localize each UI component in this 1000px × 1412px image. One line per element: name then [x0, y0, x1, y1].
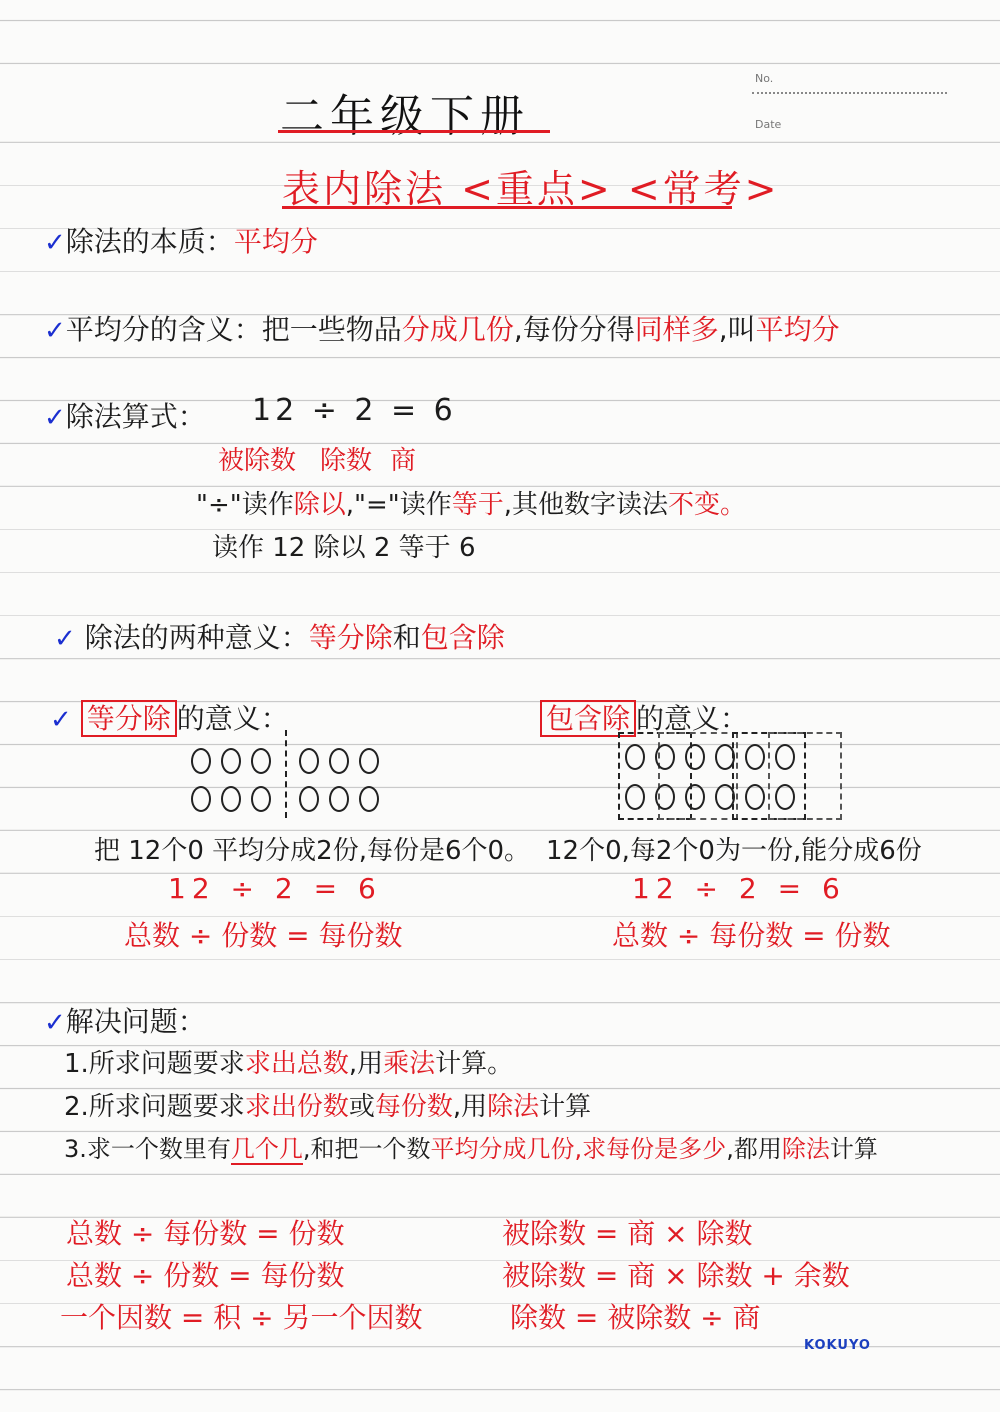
circle-icon — [685, 744, 705, 770]
meaning-label: 平均分的含义：把一些物品 — [65, 313, 402, 346]
problem-3-mid: ,和把一个数 — [302, 1135, 431, 1163]
circle-icon — [745, 744, 765, 770]
formula-left-1: 总数 ÷ 每份数 = 份数 — [66, 1217, 345, 1250]
formula-label: 除法算式： — [65, 400, 206, 433]
circle-icon — [329, 786, 349, 812]
problem-2-mid-2: ,用 — [452, 1092, 488, 1122]
formula-right-1: 被除数 = 商 × 除数 — [502, 1217, 753, 1250]
check-icon: ✓ — [50, 705, 72, 735]
problem-2-key-1: 求出份数 — [244, 1092, 349, 1122]
equal-circles-row-2b — [294, 786, 384, 816]
equal-circles-row-1b — [294, 748, 384, 778]
problem-3-key-1: 几个几 — [230, 1135, 303, 1163]
circle-icon — [221, 786, 241, 812]
page-title: 二年级下册 — [280, 91, 530, 142]
problem-3-mid-2: ,都用 — [726, 1135, 782, 1163]
read-a-key: 除以 — [293, 490, 346, 520]
subtitle-underline — [282, 206, 732, 209]
circle-icon — [221, 748, 241, 774]
circle-icon — [299, 786, 319, 812]
essence-value: 平均分 — [233, 225, 318, 258]
circle-icon — [625, 744, 645, 770]
circle-icon — [625, 784, 645, 810]
problem-1-mid: ,用 — [348, 1049, 384, 1079]
problem-3-key-2: 平均分成几份,求每份是多少 — [430, 1135, 727, 1163]
circle-icon — [251, 748, 271, 774]
circle-icon — [775, 744, 795, 770]
problem-item-3 — [64, 1129, 878, 1164]
date-label: Date — [755, 118, 782, 131]
problem-1-pre: 1.所求问题要求 — [64, 1049, 245, 1079]
problem-1-key-2: 乘法 — [383, 1049, 436, 1079]
formula-left-3: 一个因数 = 积 ÷ 另一个因数 — [60, 1301, 423, 1334]
problem-2-mid: 或 — [348, 1092, 375, 1122]
problem-2-key-3: 除法 — [487, 1092, 540, 1122]
problems-heading — [44, 1000, 206, 1040]
inclusion-division-heading — [540, 697, 748, 737]
problem-item-1 — [64, 1043, 513, 1080]
equal-division-heading — [50, 697, 289, 737]
read-c-key: 不变 — [667, 490, 720, 520]
inclusion-circles-row-2 — [620, 784, 800, 814]
equal-split-line — [285, 730, 287, 818]
no-label: No. — [755, 72, 774, 85]
circle-icon — [329, 748, 349, 774]
equal-division-box: 等分除 — [81, 700, 177, 737]
check-icon: ✓ — [54, 624, 76, 654]
equal-division-caption: 把 12个0 平均分成2份,每份是6个0。 — [94, 836, 531, 866]
formula-right-2: 被除数 = 商 × 除数 + 余数 — [502, 1259, 850, 1292]
inclusion-division-tail: 的意义： — [636, 702, 749, 735]
circle-icon — [299, 748, 319, 774]
read-c-end: 。 — [720, 490, 747, 520]
equal-circles-row-2 — [186, 786, 276, 816]
formula-left-2: 总数 ÷ 份数 = 每份数 — [66, 1259, 345, 1292]
circle-icon — [715, 784, 735, 810]
problem-2-post: 计算 — [539, 1092, 592, 1122]
check-icon: ✓ — [44, 316, 66, 346]
inclusion-circles-row-1 — [620, 744, 800, 774]
essence-label: 除法的本质： — [65, 225, 234, 258]
formula-part-quotient: 商 — [390, 446, 417, 476]
circle-icon — [715, 744, 735, 770]
read-c: ,其他数字读法 — [503, 490, 668, 520]
two-meanings-key-1: 等分除 — [308, 621, 393, 654]
two-meanings-label: 除法的两种意义： — [84, 621, 309, 654]
meaning-mid: ,每份分得 — [513, 313, 635, 346]
circle-icon — [655, 744, 675, 770]
circle-icon — [251, 786, 271, 812]
formula-part-divisor: 除数 — [320, 446, 373, 476]
problem-item-2 — [64, 1086, 591, 1123]
brand-logo: KOKUYO — [804, 1338, 871, 1353]
problem-1-key-1: 求出总数 — [244, 1049, 349, 1079]
problem-3-pre: 3.求一个数里有 — [64, 1135, 231, 1163]
check-icon: ✓ — [44, 228, 66, 258]
check-icon: ✓ — [44, 403, 66, 433]
formula-equation: 12 ÷ 2 = 6 — [252, 393, 457, 428]
title-underline — [278, 130, 550, 133]
inclusion-division-caption: 12个0,每2个0为一份,能分成6份 — [546, 836, 922, 866]
meaning-key-1: 分成几份 — [401, 313, 514, 346]
page-subtitle: 表内除法 <重点> <常考> — [282, 167, 780, 211]
meaning-tail: ,叫 — [718, 313, 756, 346]
meaning-key-2: 同样多 — [634, 313, 719, 346]
circle-icon — [359, 748, 379, 774]
formula-reading — [196, 484, 746, 521]
equal-division-equation: 12 ÷ 2 = 6 — [168, 872, 382, 905]
meaning-key-3: 平均分 — [755, 313, 840, 346]
essence-row — [44, 220, 318, 260]
meaning-row — [44, 308, 840, 348]
two-meanings-key-2: 包含除 — [420, 621, 505, 654]
inclusion-division-box: 包含除 — [540, 700, 636, 737]
formula-part-dividend: 被除数 — [218, 446, 297, 476]
formula-right-3: 除数 = 被除数 ÷ 商 — [510, 1301, 761, 1334]
inclusion-circle-grid — [618, 732, 840, 818]
check-icon: ✓ — [44, 1008, 66, 1038]
problem-2-pre: 2.所求问题要求 — [64, 1092, 245, 1122]
problem-3-key-3: 除法 — [781, 1135, 830, 1163]
read-b: ,"="读作 — [345, 490, 452, 520]
problems-label: 解决问题： — [65, 1005, 206, 1038]
equal-division-tail: 的意义： — [176, 702, 289, 735]
inclusion-division-equation: 12 ÷ 2 = 6 — [632, 872, 846, 905]
formula-row — [44, 395, 206, 435]
no-dotted-line — [752, 92, 947, 94]
read-b-key: 等于 — [451, 490, 504, 520]
read-a: "÷"读作 — [196, 490, 294, 520]
circle-icon — [685, 784, 705, 810]
circle-icon — [745, 784, 765, 810]
problem-3-post: 计算 — [829, 1135, 878, 1163]
problem-2-key-2: 每份数 — [374, 1092, 453, 1122]
circle-icon — [359, 786, 379, 812]
inclusion-division-rule: 总数 ÷ 每份数 = 份数 — [612, 919, 891, 952]
circle-icon — [775, 784, 795, 810]
formula-read-example: 读作 12 除以 2 等于 6 — [212, 533, 476, 563]
circle-icon — [191, 748, 211, 774]
two-meanings-row — [54, 616, 505, 656]
equal-circles-row-1 — [186, 748, 276, 778]
circle-icon — [191, 786, 211, 812]
equal-division-rule: 总数 ÷ 份数 = 每份数 — [124, 919, 403, 952]
circle-icon — [655, 784, 675, 810]
two-meanings-mid: 和 — [392, 621, 421, 654]
problem-1-post: 计算。 — [435, 1049, 514, 1079]
